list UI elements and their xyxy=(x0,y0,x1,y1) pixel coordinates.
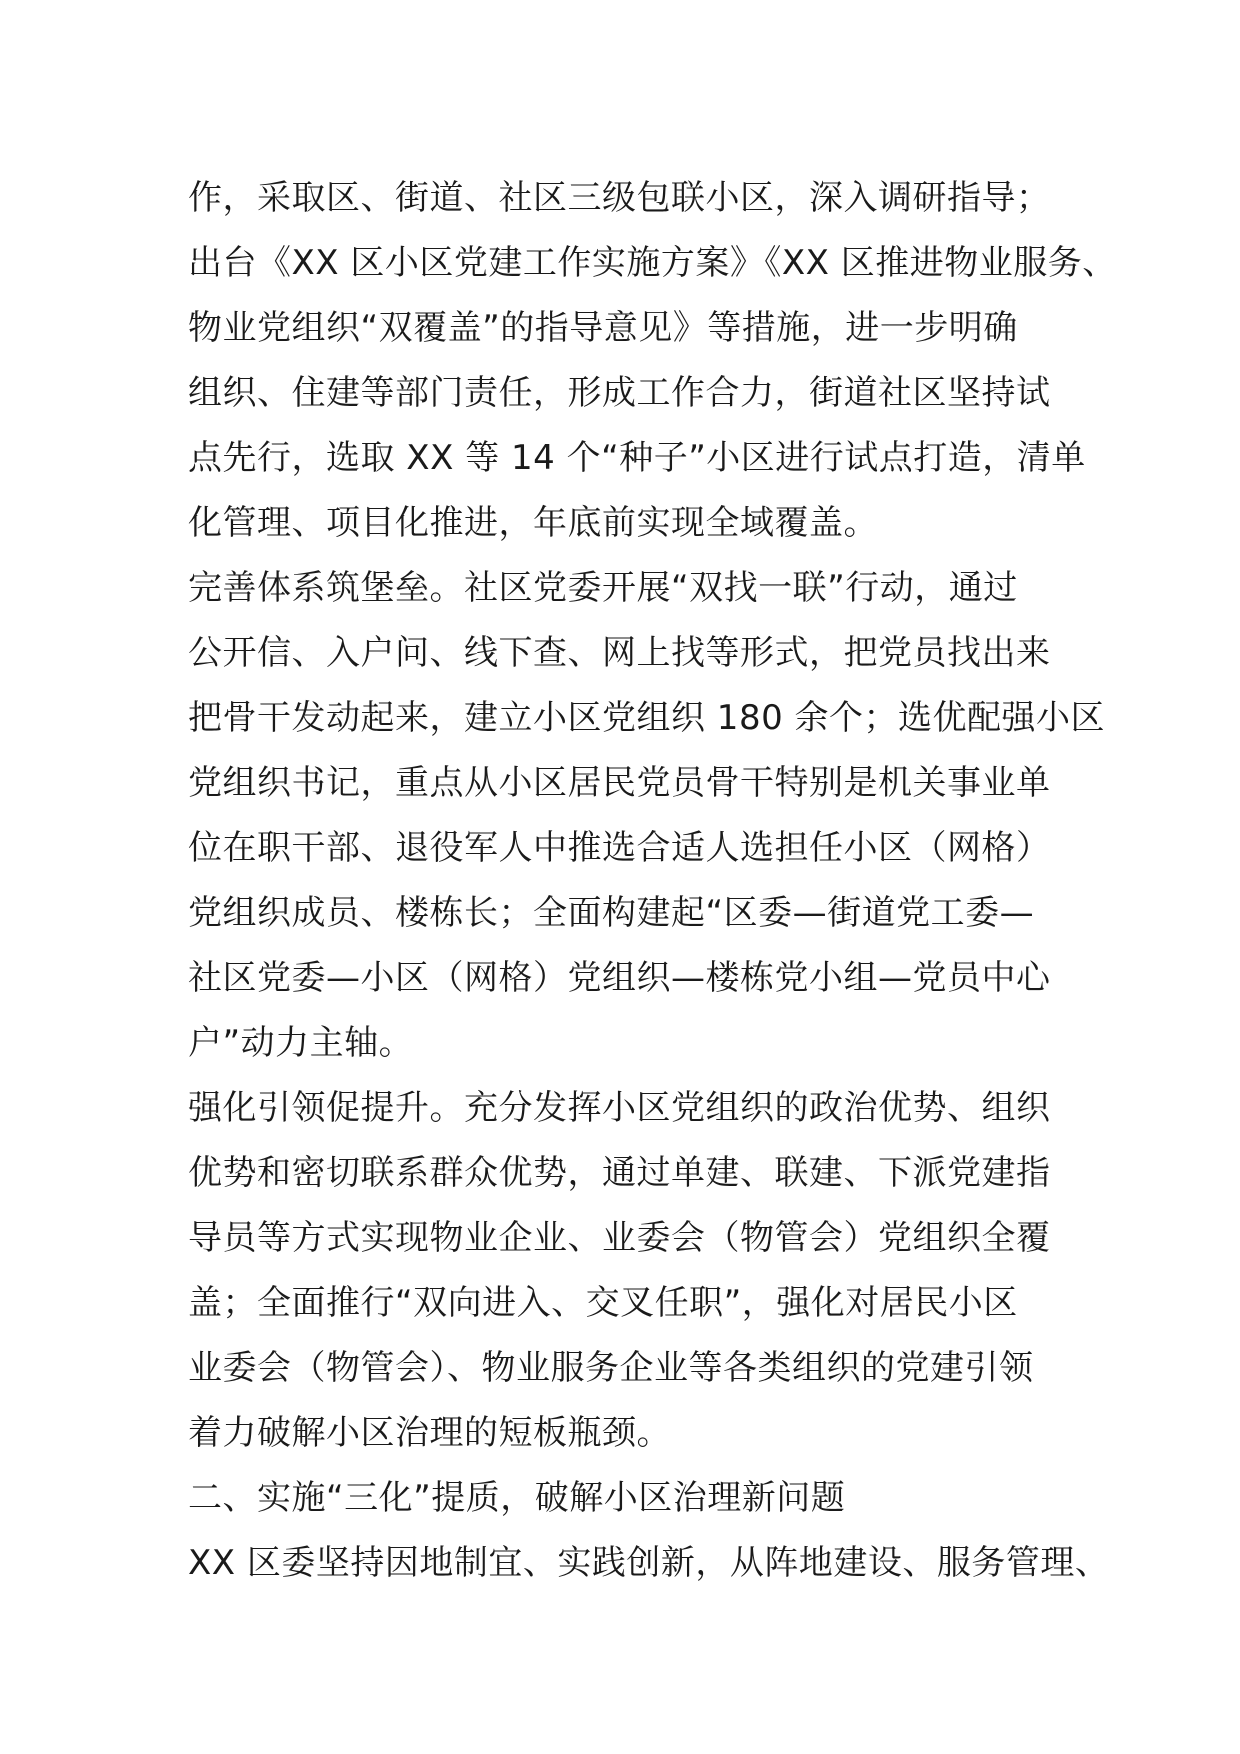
text-line: XX 区委坚持因地制宜、实践创新，从阵地建设、服务管理、 xyxy=(188,1543,1110,1583)
text-line: 导员等方式实现物业企业、业委会（物管会）党组织全覆 xyxy=(188,1218,1051,1258)
text-line: 位在职干部、退役军人中推选合适人选担任小区（网格） xyxy=(188,828,1051,868)
text-line: 党组织书记，重点从小区居民党员骨干特别是机关事业单 xyxy=(188,763,1051,803)
text-line: 物业党组织“双覆盖”的指导意见》等措施，进一步明确 xyxy=(188,308,1018,348)
text-line: 社区党委—小区（网格）党组织—楼栋党小组—党员中心 xyxy=(188,958,1051,998)
document-body xyxy=(188,166,1117,1596)
text-line: 优势和密切联系群众优势，通过单建、联建、下派党建指 xyxy=(188,1153,1051,1193)
text-line: 盖；全面推行“双向进入、交叉任职”，强化对居民小区 xyxy=(188,1283,1018,1323)
text-line: 户”动力主轴。 xyxy=(188,1023,414,1063)
text-line: 业委会（物管会）、物业服务企业等各类组织的党建引领 xyxy=(188,1348,1034,1388)
text-line: 党组织成员、楼栋长；全面构建起“区委—街道党工委— xyxy=(188,893,1035,933)
text-line: 强化引领促提升。充分发挥小区党组织的政治优势、组织 xyxy=(188,1088,1051,1128)
section-heading: 二、实施“三化”提质，破解小区治理新问题 xyxy=(188,1478,846,1518)
text-line: 点先行，选取 XX 等 14 个“种子”小区进行试点打造，清单 xyxy=(188,438,1086,478)
text-line: 作，采取区、街道、社区三级包联小区，深入调研指导； xyxy=(188,178,1051,218)
text-line: 完善体系筑堡垒。社区党委开展“双找一联”行动，通过 xyxy=(188,568,1018,608)
text-line: 组织、住建等部门责任，形成工作合力，街道社区坚持试 xyxy=(188,373,1051,413)
text-line: 把骨干发动起来，建立小区党组织 180 余个；选优配强小区 xyxy=(188,698,1106,738)
text-line: 出台《XX 区小区党建工作实施方案》《XX 区推进物业服务、 xyxy=(188,243,1117,283)
text-line: 公开信、入户问、线下查、网上找等形式，把党员找出来 xyxy=(188,633,1051,673)
text-line: 化管理、项目化推进，年底前实现全域覆盖。 xyxy=(188,503,878,543)
text-line: 着力破解小区治理的短板瓶颈。 xyxy=(188,1413,671,1453)
